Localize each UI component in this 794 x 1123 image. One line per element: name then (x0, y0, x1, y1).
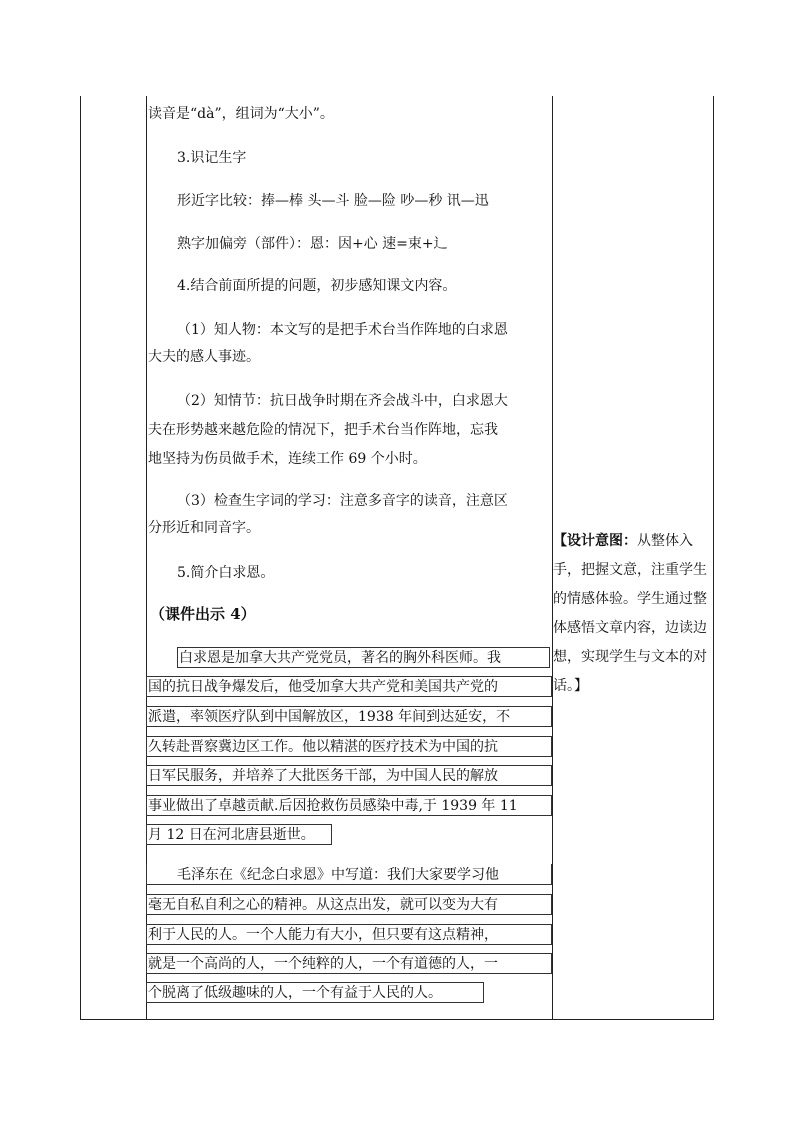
quote-line: 利于人民的人。一个人能力有大小，但只要有这点精神， (148, 927, 498, 943)
item2-line1: （2）知情节：抗日战争时期在齐会战斗中，白求恩大 (177, 393, 508, 409)
bio-line: 事业做出了卓越贡献.后因抢救伤员感染中毒,于 1939 年 11 (148, 798, 518, 814)
bio-line: 白求恩是加拿大共产党党员，著名的胸外科医师。我 (179, 650, 501, 666)
design-intent-note (553, 527, 713, 701)
item3-line1: （3）检查生字词的学习：注意多音字的读音，注意区 (177, 493, 508, 509)
design-intent-label: 【设计意图： (553, 533, 637, 549)
item3-line2: 分形近和同音字。 (148, 520, 260, 536)
item1-line2: 大夫的感人事迹。 (148, 349, 260, 365)
similar-chars-line: 形近字比较：捧—棒 头—斗 脸—险 吵—秒 讯—迅 (177, 193, 489, 209)
step3-title: 3.识记生字 (177, 150, 247, 166)
quote-line: 毛泽东在《纪念白求恩》中写道：我们大家要学习他 (177, 867, 499, 883)
quote-line: 毫无自私自利之心的精神。从这点出发，就可以变为大有 (148, 897, 498, 913)
quote-line: 个脱离了低级趣味的人，一个有益于人民的人。 (148, 985, 442, 1001)
table-border-left (80, 96, 81, 1020)
bio-line: 久转赴晋察冀边区工作。他以精湛的医疗技术为中国的抗 (148, 739, 498, 755)
bio-line: 月 12 日在河北唐县逝世。 (148, 827, 315, 843)
item1-line1: （1）知人物：本文写的是把手术台当作阵地的白求恩 (177, 322, 508, 338)
bio-line: 派遣，率领医疗队到中国解放区，1938 年间到达延安，不 (148, 709, 511, 725)
reading-note: 读音是“dà”，组词为“大小”。 (148, 106, 334, 122)
bio-line: 日军民服务，并培养了大批医务干部，为中国人民的解放 (148, 768, 498, 784)
radicals-line: 熟字加偏旁（部件）：恩：因+心 速=束+辶 (177, 236, 448, 252)
bio-line: 国的抗日战争爆发后，他受加拿大共产党和美国共产党的 (148, 679, 498, 695)
design-intent-text: 从整体入手，把握文意，注重学生的情感体验。学生通过整体感悟文章内容，边读边想，实现学生与文本的对话。】 (553, 533, 707, 694)
table-border-right (713, 96, 714, 1020)
table-border-bottom (80, 1019, 714, 1020)
step5-title: 5.简介白求恩。 (177, 565, 275, 581)
item2-line3: 地坚持为伤员做手术，连续工作 69 个小时。 (148, 451, 427, 467)
step4-title: 4.结合前面所提的问题，初步感知课文内容。 (177, 278, 457, 294)
item2-line2: 夫在形势越来越危险的情况下，把手术台当作阵地，忘我 (148, 422, 498, 438)
quote-line: 就是一个高尚的人，一个纯粹的人，一个有道德的人，一 (148, 956, 498, 972)
slide-label: （课件出示 4） (150, 605, 256, 623)
